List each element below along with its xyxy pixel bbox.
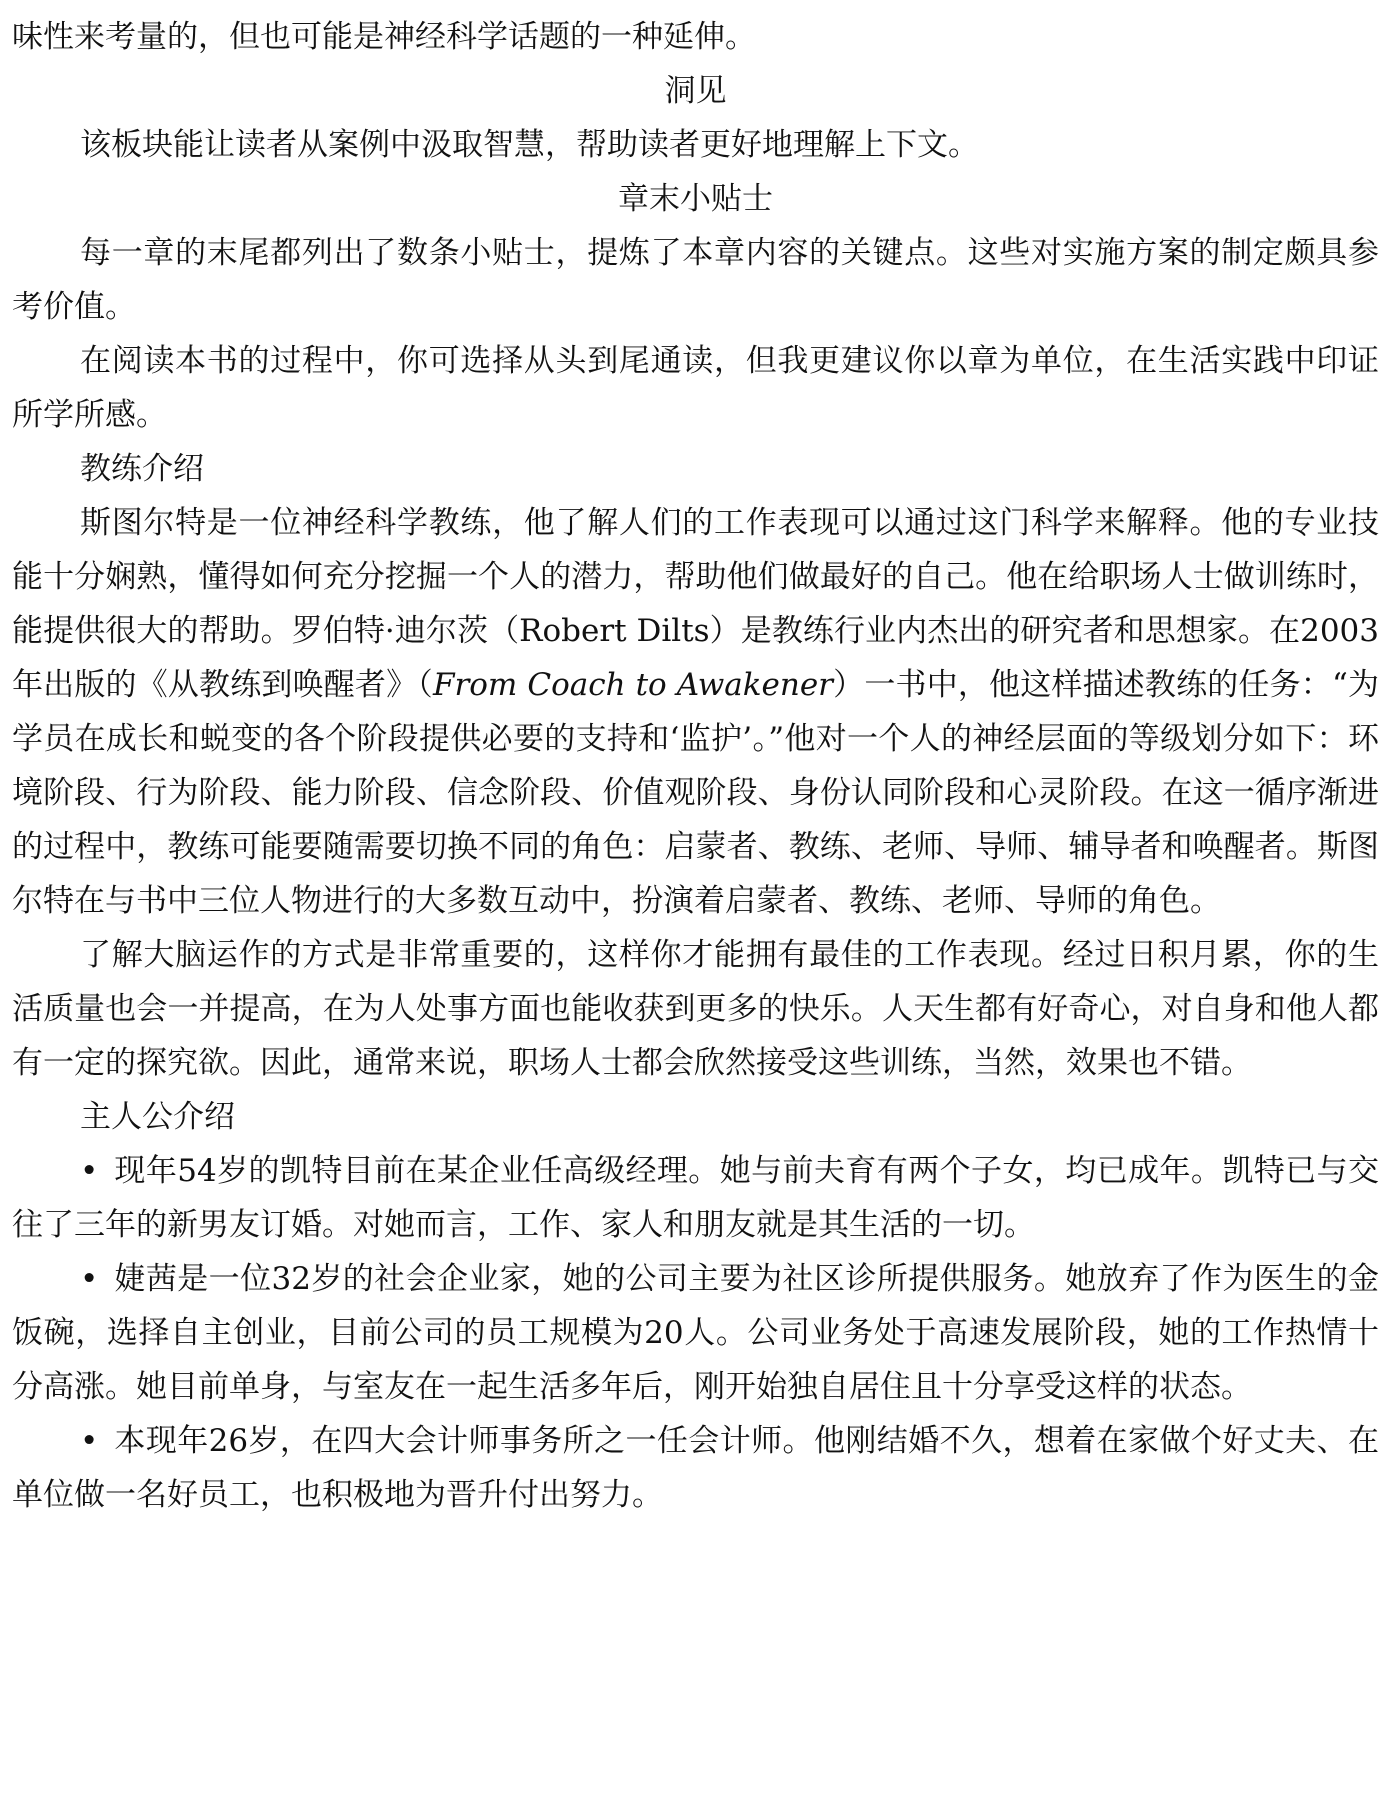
paragraph-insight: 该板块能让读者从案例中汲取智慧，帮助读者更好地理解上下文。 <box>80 127 979 163</box>
paragraph-coach-intro <box>12 496 1379 928</box>
paragraph-brain-function: 了解大脑运作的方式是非常重要的，这样你才能拥有最佳的工作表现。经过日积月累，你的生活质量也会一并提高，在为人处事方面也能收获到更多的快乐。人天生都有好奇心，对自身和他人都有一定的探究欲。因此，通常来说，职场人士都会欣然接受这些训练，当然，效果也不错。 <box>12 937 1379 1081</box>
coach-intro-text-b: ）一书中，他这样描述教练的任务：“为学员在成长和蜕变的各个阶段提供必要的支持和‘监护’。”他对一个人的神经层面的等级划分如下：环境阶段、行为阶段、能力阶段、信念阶段、价值观阶段、身份认同阶段和心灵阶段。在这一循序渐进的过程中，教练可能要随需要切换不同的角色：启蒙者、教练、老师、导师、辅导者和唤醒者。斯图尔特在与书中三位人物进行的大多数互动中，扮演着启蒙者、教练、老师、导师的角色。 <box>12 667 1379 919</box>
bullet-text-ben: 本现年26岁，在四大会计师事务所之一任会计师。他刚结婚不久，想着在家做个好丈夫、在单位做一名好员工，也积极地为晋升付出努力。 <box>12 1423 1379 1513</box>
bullet-text-jessie: 婕茜是一位32岁的社会企业家，她的公司主要为社区诊所提供服务。她放弃了作为医生的金饭碗，选择自主创业，目前公司的员工规模为20人。公司业务处于高速发展阶段，她的工作热情十分高涨。她目前单身，与室友在一起生活多年后，刚开始独自居住且十分享受这样的状态。 <box>12 1261 1379 1405</box>
section-heading-protagonists: 主人公介绍 <box>80 1099 235 1135</box>
bullet-item-ben <box>12 1414 1379 1522</box>
book-title-english: From Coach to Awakener <box>432 667 833 703</box>
paragraph-continuation: 味性来考量的，但也可能是神经科学话题的一种延伸。 <box>12 19 756 55</box>
paragraph-chapter-tips: 每一章的末尾都列出了数条小贴士，提炼了本章内容的关键点。这些对实施方案的制定颇具参考价值。 <box>12 235 1379 325</box>
section-heading-insight: 洞见 <box>664 73 727 109</box>
section-heading-coach: 教练介绍 <box>80 451 204 487</box>
bullet-item-kate <box>12 1144 1379 1252</box>
coach-intro-text-a: 斯图尔特是一位神经科学教练，他了解人们的工作表现可以通过这门科学来解释。他的专业技能十分娴熟，懂得如何充分挖掘一个人的潜力，帮助他们做最好的自己。他在给职场人士做训练时，能提供很大的帮助。罗伯特·迪尔茨（Robert Dilts）是教练行业内杰出的研究者和思想家。在2003年出版的《从教练到唤醒者》（ <box>12 505 1379 703</box>
bullet-item-jessie <box>12 1252 1379 1414</box>
section-heading-chapter-tips: 章末小贴士 <box>618 181 773 217</box>
bullet-text-kate: 现年54岁的凯特目前在某企业任高级经理。她与前夫育有两个子女，均已成年。凯特已与交往了三年的新男友订婚。对她而言，工作、家人和朋友就是其生活的一切。 <box>12 1153 1379 1243</box>
paragraph-reading-advice: 在阅读本书的过程中，你可选择从头到尾通读，但我更建议你以章为单位，在生活实践中印证所学所感。 <box>12 343 1379 433</box>
